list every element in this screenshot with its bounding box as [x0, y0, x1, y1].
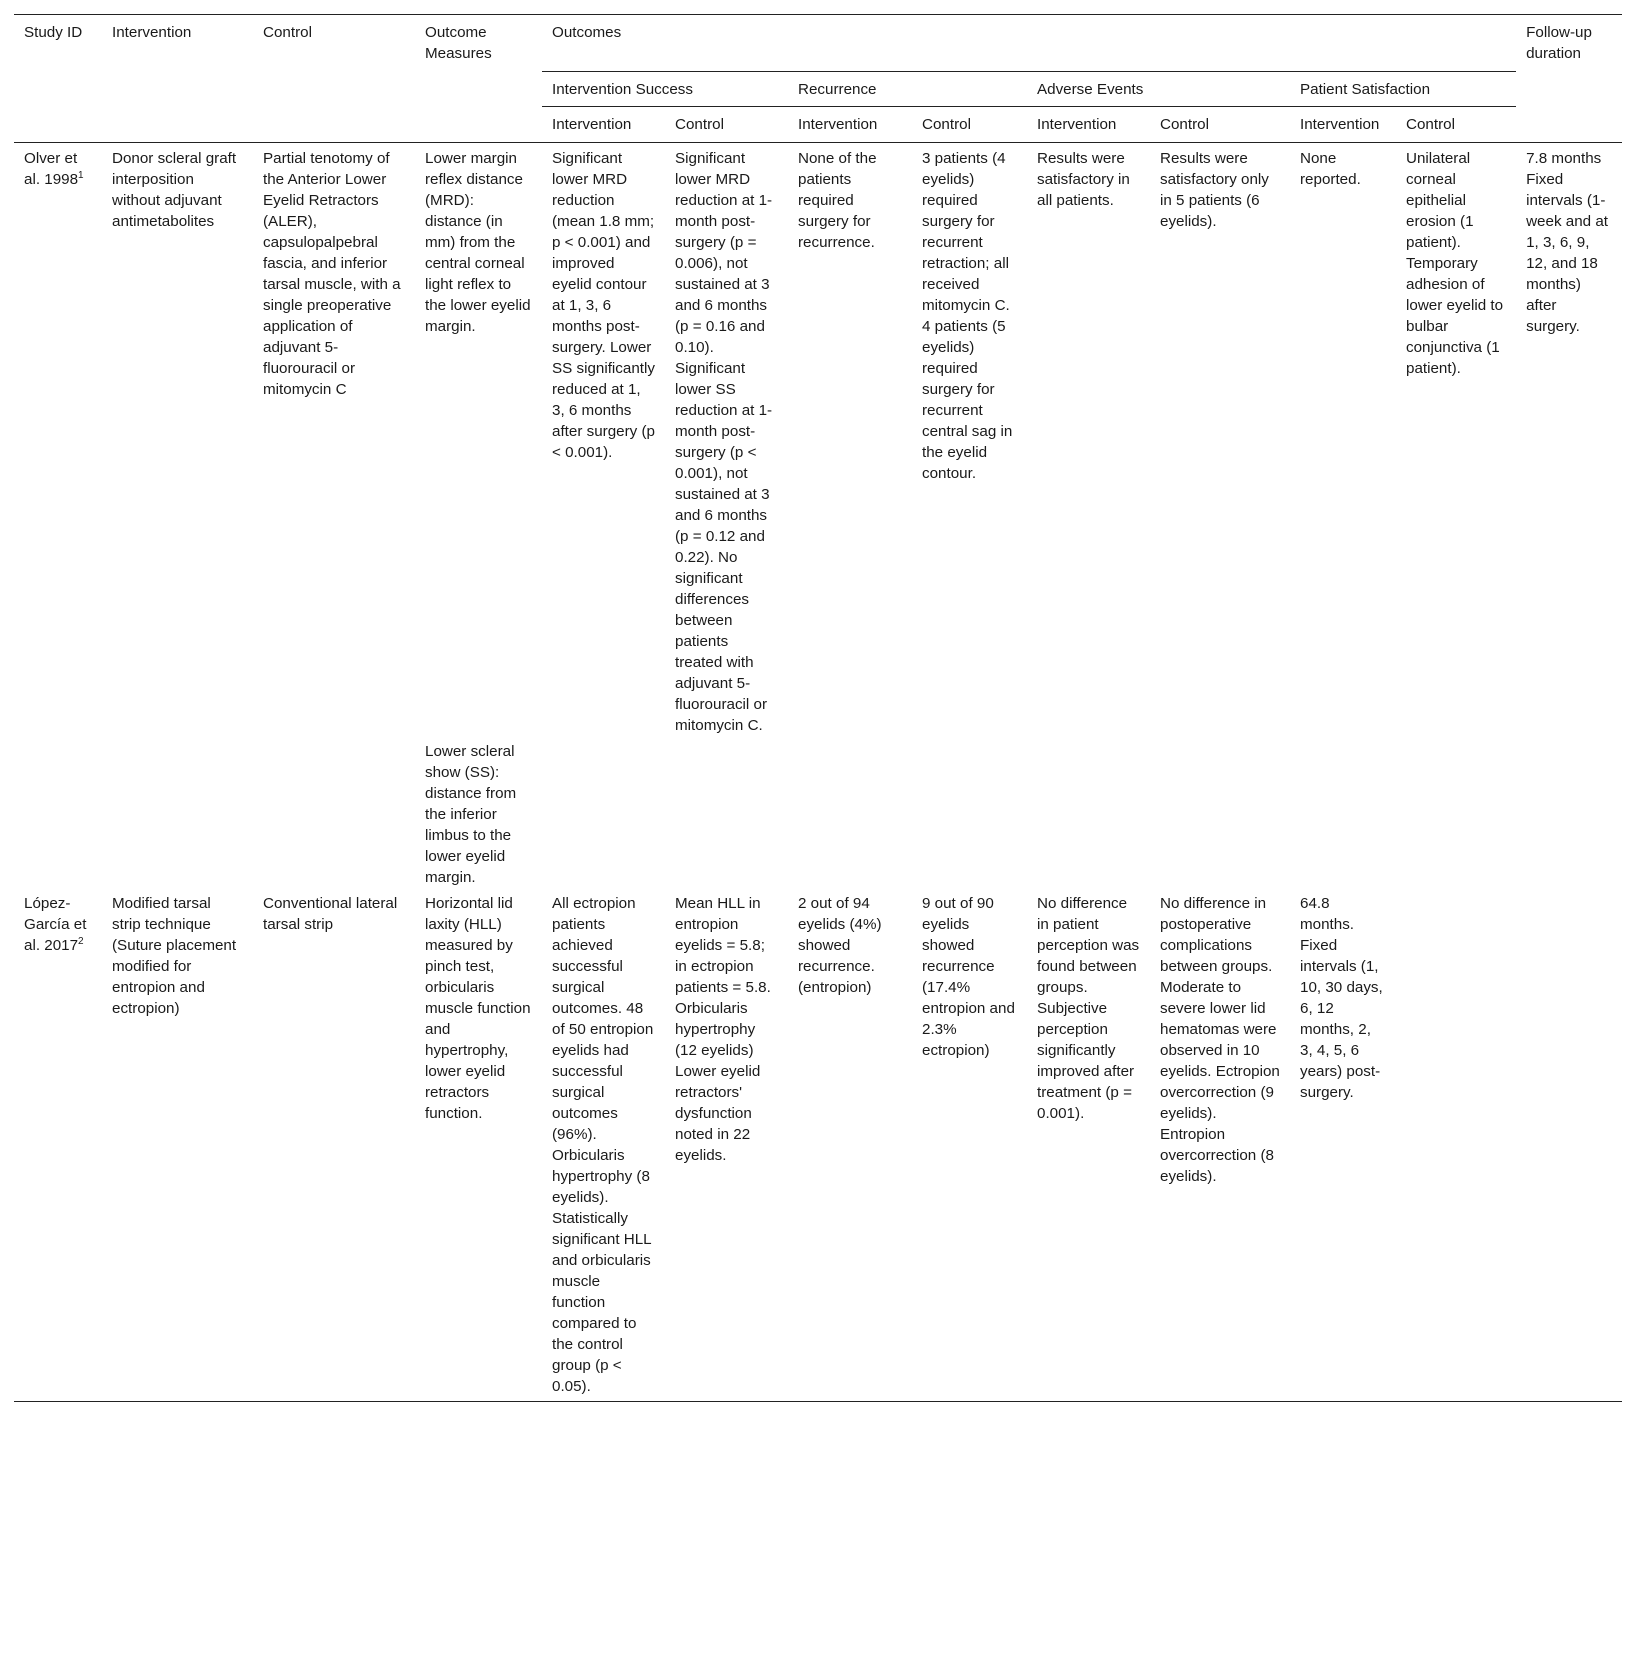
header-group-adverse: Adverse Events — [1027, 72, 1290, 107]
follow-up-cell — [1516, 888, 1622, 1402]
study-id-cell — [14, 143, 102, 737]
follow-up-cell: 7.8 months Fixed intervals (1-week and at 1, 3, 6, 9, 12, and 18 months) after surgery. — [1516, 143, 1622, 737]
sub-header-control: Control — [912, 107, 1027, 143]
outcome-measures-cell: Lower scleral show (SS): distance from the inferior limbus to the lower eyelid margin. — [425, 743, 517, 886]
adverse-control-cell: No difference in postoperative complications between groups. Moderate to severe lower lid hematomas were observed in 10 eyelids. Ectropion overcorrection (9 eyelids). Entropion overcorrection (8 eyelids). — [1150, 888, 1290, 1402]
study-outcomes-table — [14, 14, 1622, 1402]
success-control-cell: Mean HLL in entropion eyelids = 5.8; in ectropion patients = 5.8. Orbicularis hypertrophy (12 eyelids) Lower eyelid retractors' dysfunction noted in 22 eyelids. — [665, 888, 788, 1402]
success-control-cell: Significant lower MRD reduction at 1-month post-surgery (p = 0.006), not sustained at 3 and 6 months (p = 0.16 and 0.10). Significant lower SS reduction at 1-month post-surgery (p < 0.001), not sustained at 3 and 6 months (p = 0.12 and 0.22). No significant differences between patients treated with adjuvant 5-fluorouracil or mitomycin C. — [665, 143, 788, 737]
header-follow-up: Follow-up duration — [1516, 15, 1622, 143]
satisfaction-control-cell — [1396, 888, 1516, 1402]
intervention-cell: Modified tarsal strip technique (Suture placement modified for entropion and ectropion) — [102, 888, 253, 1402]
sub-header-intervention: Intervention — [788, 107, 912, 143]
adverse-control-cell: Results were satisfactory only in 5 patients (6 eyelids). — [1150, 143, 1290, 737]
satisfaction-control-cell: Unilateral corneal epithelial erosion (1 patient). Temporary adhesion of lower eyelid to bulbar conjunctiva (1 patient). — [1396, 143, 1516, 737]
sub-header-intervention: Intervention — [1027, 107, 1150, 143]
control-cell: Partial tenotomy of the Anterior Lower Eyelid Retractors (ALER), capsulopalpebral fascia, and inferior tarsal muscle, with a single preoperative application of adjuvant 5-fluorouracil or mitomycin C — [253, 143, 415, 737]
header-group-satisfaction: Patient Satisfaction — [1290, 72, 1516, 107]
study-id: Olver et al. 1998 — [24, 150, 79, 188]
success-intervention-cell: Significant lower MRD reduction (mean 1.8 mm; p < 0.001) and improved eyelid contour at 1, 3, 6 months post-surgery. Lower SS significantly reduced at 1, 3, 6 months after surgery (p < 0.001). — [542, 143, 665, 737]
sub-header-intervention: Intervention — [1290, 107, 1396, 143]
adverse-intervention-cell: No difference in patient perception was found between groups. Subjective perception significantly improved after treatment (p = 0.001). — [1027, 888, 1150, 1402]
recurrence-intervention-cell: 2 out of 94 eyelids (4%) showed recurrence. (entropion) — [788, 888, 912, 1402]
header-outcome-measures: Outcome Measures — [415, 15, 542, 143]
study-ref: 1 — [78, 169, 84, 181]
satisfaction-intervention-cell: 64.8 months. Fixed intervals (1, 10, 30 days, 6, 12 months, 2, 3, 4, 5, 6 years) post-surgery. — [1290, 888, 1396, 1402]
table-row — [14, 736, 1622, 888]
study-id-cell — [14, 888, 102, 1402]
header-group-success: Intervention Success — [542, 72, 788, 107]
sub-header-control: Control — [665, 107, 788, 143]
study-ref: 2 — [78, 935, 84, 947]
success-intervention-cell: All ectropion patients achieved successful surgical outcomes. 48 of 50 entropion eyelids had successful surgical outcomes (96%). Orbicularis hypertrophy (8 eyelids). Statistically significant HLL and orbicularis muscle function compared to the control group (p < 0.05). — [542, 888, 665, 1402]
recurrence-control-cell: 9 out of 90 eyelids showed recurrence (17.4% entropion and 2.3% ectropion) — [912, 888, 1027, 1402]
header-outcomes: Outcomes — [542, 15, 1516, 72]
table-row — [14, 143, 1622, 737]
header-group-recurrence: Recurrence — [788, 72, 1027, 107]
control-cell: Conventional lateral tarsal strip — [253, 888, 415, 1402]
adverse-intervention-cell: Results were satisfactory in all patients. — [1027, 143, 1150, 737]
table-row — [14, 888, 1622, 1402]
outcome-measures-cell: Lower margin reflex distance (MRD): distance (in mm) from the central corneal light reflex to the lower eyelid margin. — [415, 143, 542, 737]
header-study-id: Study ID — [14, 15, 102, 143]
recurrence-intervention-cell: None of the patients required surgery for recurrence. — [788, 143, 912, 737]
outcome-measures-cell: Horizontal lid laxity (HLL) measured by pinch test, orbicularis muscle function and hypertrophy, lower eyelid retractors function. — [415, 888, 542, 1402]
study-id: López-García et al. 2017 — [24, 895, 87, 954]
sub-header-control: Control — [1150, 107, 1290, 143]
recurrence-control-cell: 3 patients (4 eyelids) required surgery for recurrent retraction; all received mitomycin C. 4 patients (5 eyelids) required surgery for recurrent central sag in the eyelid contour. — [912, 143, 1027, 737]
header-control: Control — [253, 15, 415, 143]
header-intervention: Intervention — [102, 15, 253, 143]
sub-header-intervention: Intervention — [542, 107, 665, 143]
sub-header-control: Control — [1396, 107, 1516, 143]
intervention-cell: Donor scleral graft interposition without adjuvant antimetabolites — [102, 143, 253, 737]
satisfaction-intervention-cell: None reported. — [1290, 143, 1396, 737]
